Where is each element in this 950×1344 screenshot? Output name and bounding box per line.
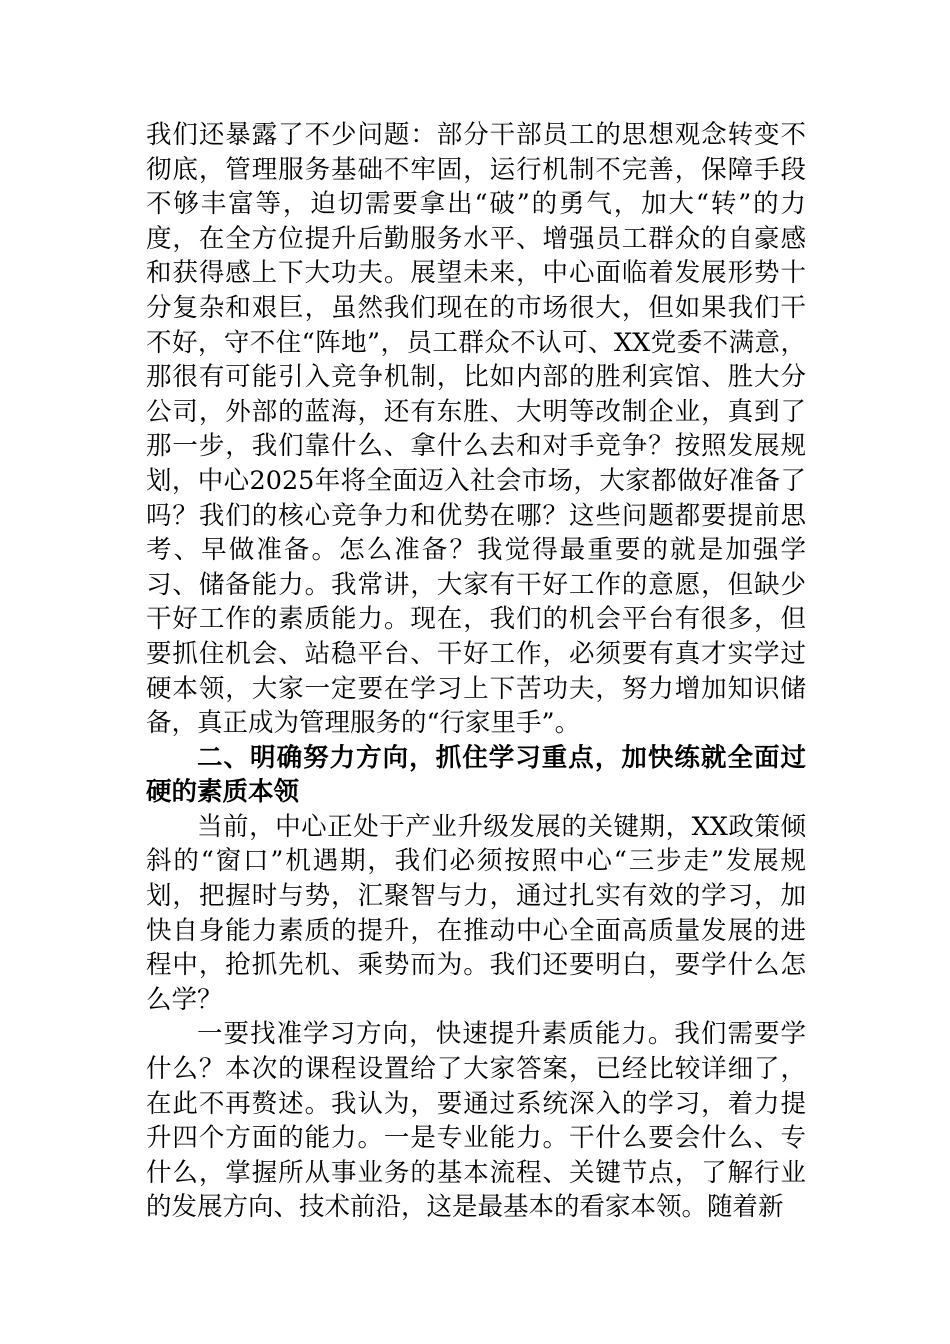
section-heading-2: 二、明确努力方向，抓住学习重点，加快练就全面过硬的素质本领	[146, 742, 806, 808]
paragraph-current-situation: 当前，中心正处于产业升级发展的关键期，XX政策倾斜的“窗口”机遇期，我们必须按照中心“三步走”发展规划，把握时与势，汇聚智与力，通过扎实有效的学习，加快自身能力素质的提升，在推动中心全面高质量发展的进程中，抢抓先机、乘势而为。我们还要明白，要学什么怎么学？	[146, 811, 806, 1015]
paragraph-intro: 我们还暴露了不少问题：部分干部员工的思想观念转变不彻底，管理服务基础不牢固，运行机制不完善，保障手段不够丰富等，迫切需要拿出“破”的勇气，加大“转”的力度，在全方位提升后勤服务水平、增强员工群众的自豪感和获得感上下大功夫。展望未来，中心面临着发展形势十分复杂和艰巨，虽然我们现在的市场很大，但如果我们干不好，守不住“阵地”，员工群众不认可、XX党委不满意，那很有可能引入竞争机制，比如内部的胜利宾馆、胜大分公司，外部的蓝海，还有东胜、大明等改制企业，真到了那一步，我们靠什么、拿什么去和对手竞争？按照发展规划，中心2025年将全面迈入社会市场，大家都做好准备了吗？我们的核心竞争力和优势在哪？这些问题都要提前思考、早做准备。怎么准备？我觉得最重要的就是加强学习、储备能力。我常讲，大家有干好工作的意愿，但缺少干好工作的素质能力。现在，我们的机会平台有很多，但要抓住机会、站稳平台、干好工作，必须要有真才实学过硬本领，大家一定要在学习上下苦功夫，努力增加知识储备，真正成为管理服务的“行家里手”。	[146, 120, 806, 739]
paragraph-learning-direction: 一要找准学习方向，快速提升素质能力。我们需要学什么？本次的课程设置给了大家答案，已经比较详细了，在此不再赘述。我认为，要通过系统深入的学习，着力提升四个方面的能力。一是专业能力。干什么要会什么、专什么，掌握所从事业务的基本流程、关键节点，了解行业的发展方向、技术前沿，这是最基本的看家本领。随着新	[146, 1019, 806, 1223]
document-page	[146, 118, 806, 1225]
